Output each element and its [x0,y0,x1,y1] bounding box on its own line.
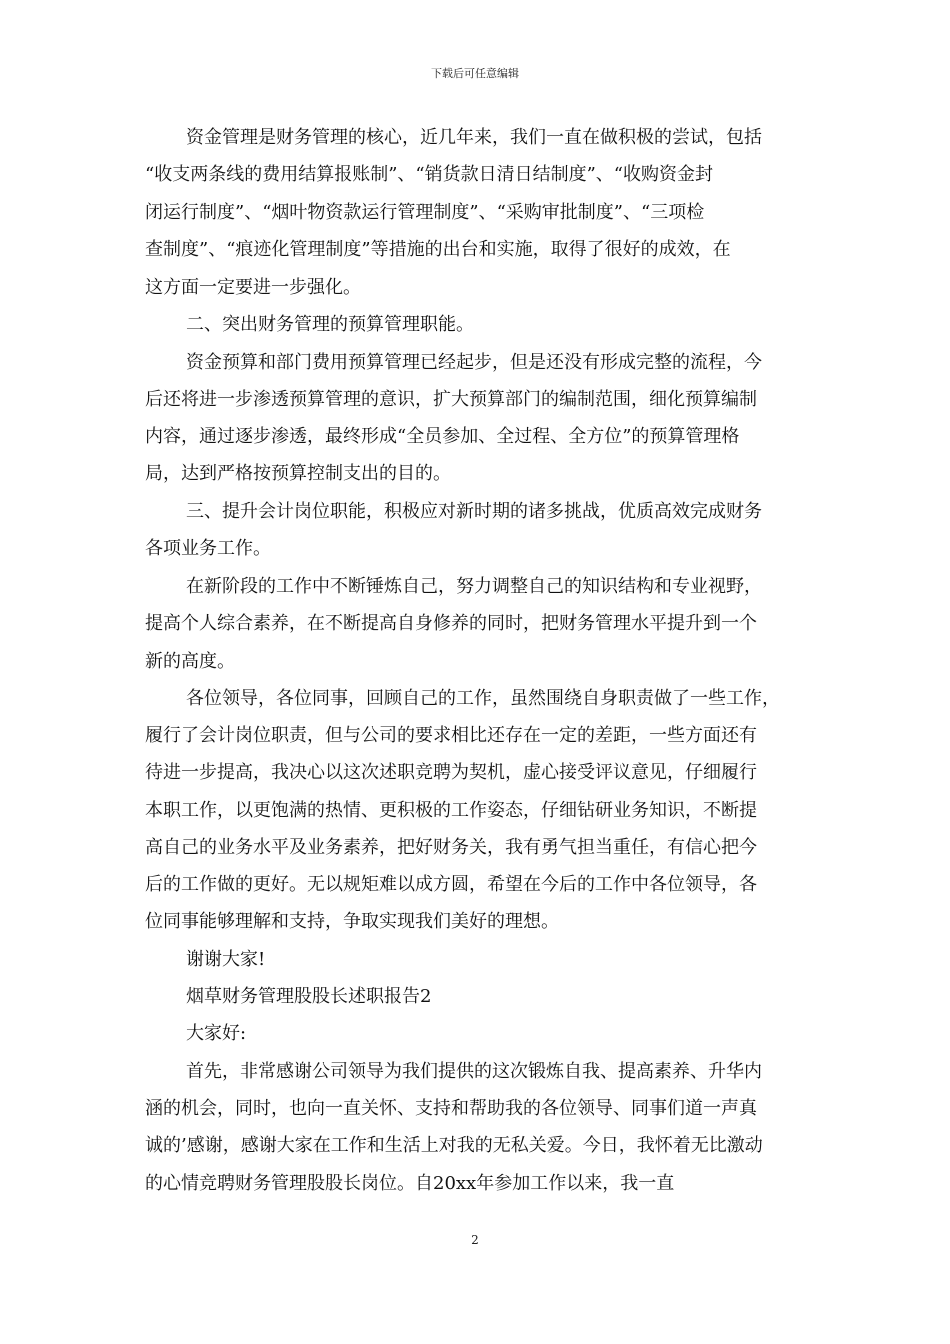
text-line: 待进一步提高，我决心以这次述职竞聘为契机，虚心接受评议意见，仔细履行 [145,762,757,783]
text-line: 新的高度。 [145,651,235,672]
text-line: 诚的’感谢，感谢大家在工作和生活上对我的无私关爱。今日，我怀着无比激动 [145,1135,763,1156]
text-line: 大家好: [186,1023,247,1044]
text-line: 资金预算和部门费用预算管理已经起步，但是还没有形成完整的流程，今 [186,352,762,373]
text-line: 这方面一定要进一步强化。 [145,277,361,298]
text-line: 三、提升会计岗位职能，积极应对新时期的诸多挑战，优质高效完成财务 [186,501,762,522]
text-line: 在新阶段的工作中不断锤炼自己，努力调整自己的知识结构和专业视野， [186,576,762,597]
text-line: 查制度”、“痕迹化管理制度”等措施的出台和实施，取得了很好的成效，在 [145,239,731,260]
text-line: 内容，通过逐步渗透，最终形成“全员参加、全过程、全方位”的预算管理格 [145,426,740,447]
text-line: 各项业务工作。 [145,538,271,559]
text-line: 闭运行制度”、“烟叶物资款运行管理制度”、“采购审批制度”、“三项检 [145,202,705,223]
text-line: 资金管理是财务管理的核心，近几年来，我们一直在做积极的尝试，包括 [186,127,762,148]
text-line: 局，达到严格按预算控制支出的目的。 [145,463,451,484]
text-line: 后还将进一步渗透预算管理的意识，扩大预算部门的编制范围，细化预算编制 [145,389,757,410]
text-line: “收支两条线的费用结算报账制”、“销货款日清日结制度”、“收购资金封 [145,164,714,185]
text-line: 首先，非常感谢公司领导为我们提供的这次锻炼自我、提高素养、升华内 [186,1061,762,1082]
text-line: 高自己的业务水平及业务素养，把好财务关，我有勇气担当重任，有信心把今 [145,837,757,858]
page-number: 2 [471,1233,479,1247]
text-line: 各位领导，各位同事，回顾自己的工作，虽然围绕自身职责做了一些工作， [186,688,780,709]
text-line: 烟草财务管理股股长述职报告2 [186,986,432,1007]
text-line: 谢谢大家! [186,949,266,970]
text-line: 涵的机会，同时，也向一直关怀、支持和帮助我的各位领导、同事们道一声真 [145,1098,757,1119]
text-line: 履行了会计岗位职责，但与公司的要求相比还存在一定的差距，一些方面还有 [145,725,757,746]
page-header: 下载后可任意编辑 [431,67,519,80]
text-line: 二、突出财务管理的预算管理职能。 [186,314,474,335]
text-line: 后的工作做的更好。无以规矩难以成方圆，希望在今后的工作中各位领导，各 [145,874,757,895]
text-line: 本职工作，以更饱满的热情、更积极的工作姿态，仔细钻研业务知识，不断提 [145,800,757,821]
text-line: 的心情竞聘财务管理股股长岗位。自20xx年参加工作以来，我一直 [145,1173,675,1194]
text-line: 提高个人综合素养，在不断提高自身修养的同时，把财务管理水平提升到一个 [145,613,757,634]
text-line: 位同事能够理解和支持，争取实现我们美好的理想。 [145,911,559,932]
